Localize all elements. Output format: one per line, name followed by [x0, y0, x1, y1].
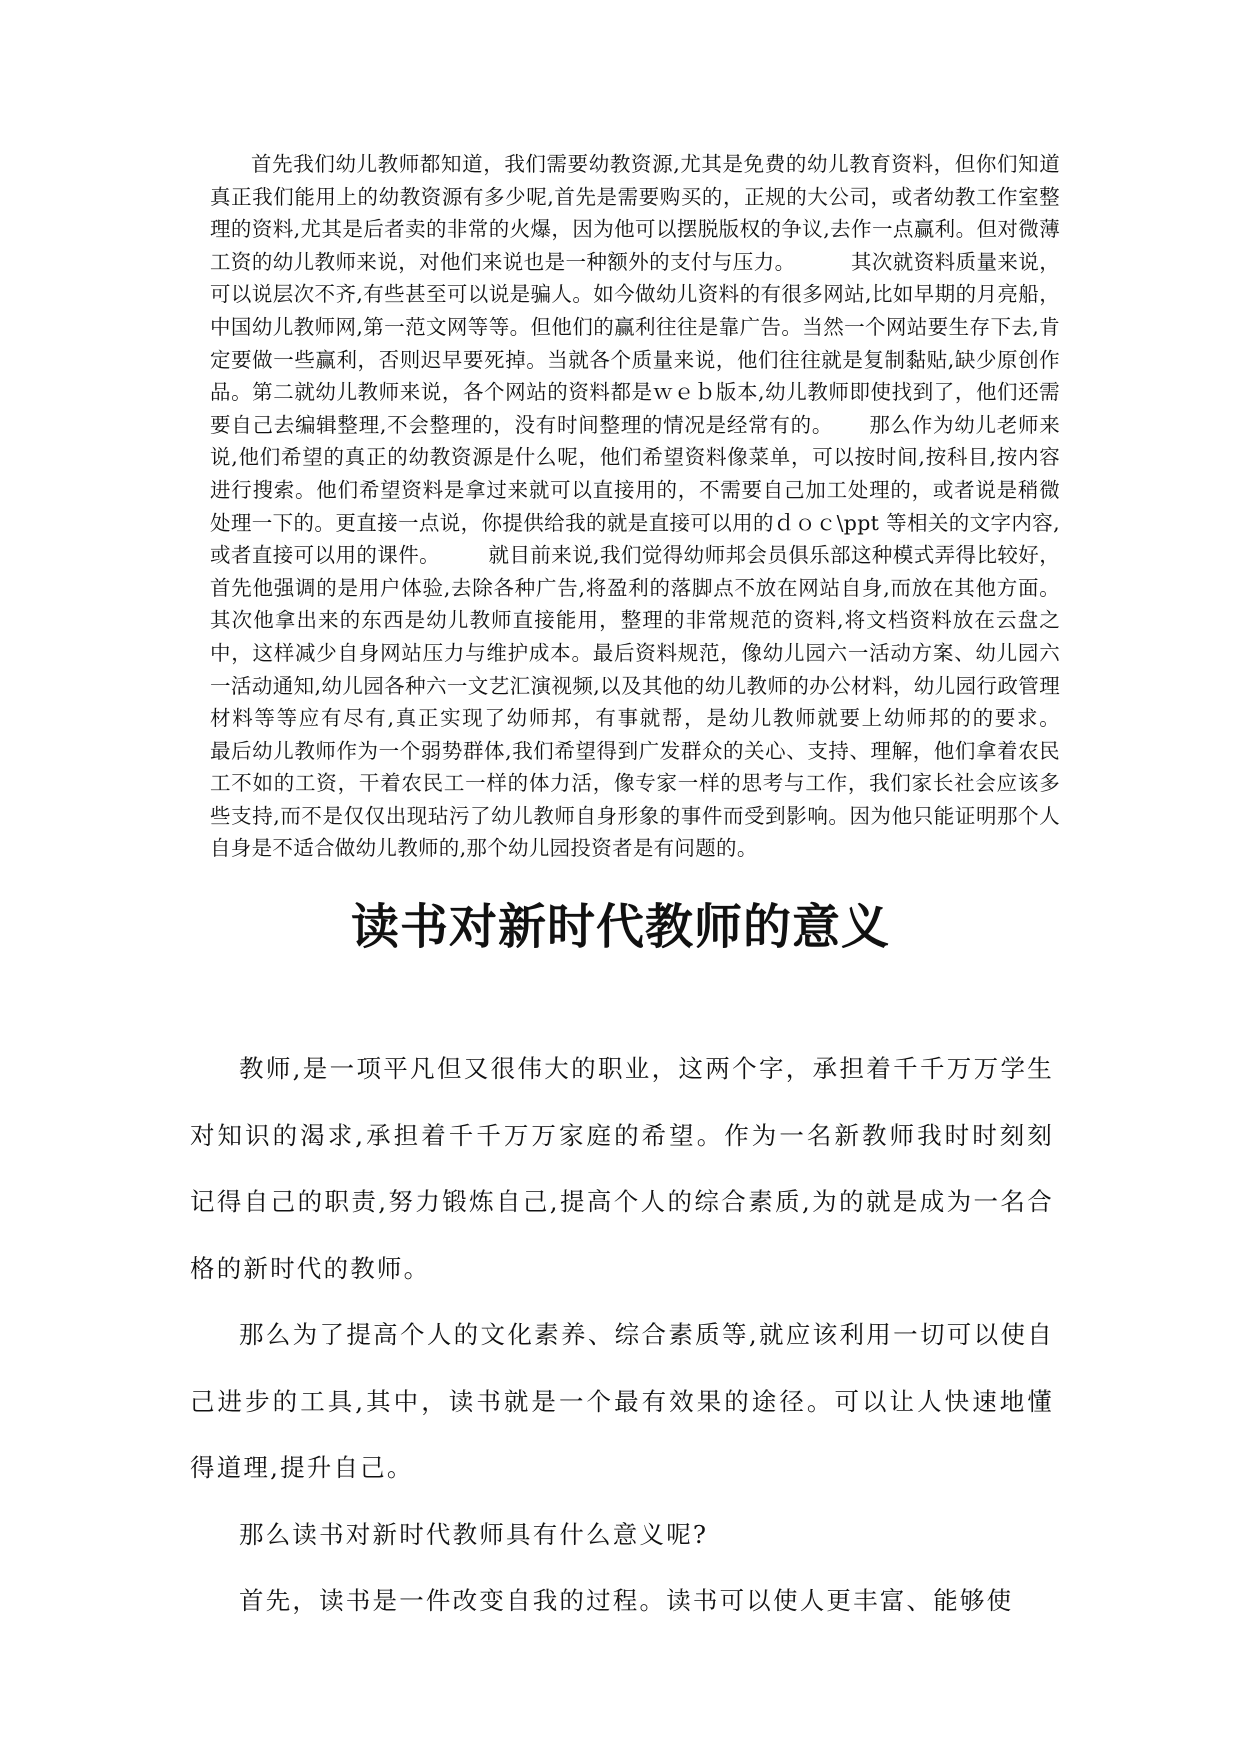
body-paragraph-4: 首先，读书是一件改变自我的过程。读书可以使人更丰富、能够使: [239, 1586, 1014, 1615]
article-body: [190, 1036, 1054, 1635]
intro-paragraph: 首先我们幼儿教师都知道，我们需要幼教资源,尤其是免费的幼儿教育资料，但你们知道真正我们能用上的幼教资源有多少呢,首先是需要购买的，正规的大公司，或者幼教工作室整理的资料,尤其是后者卖的非常的火爆，因为他可以摆脱版权的争议,去作一点赢利。但对微薄工资的幼儿教师来说，对他们来说也是一种额外的支付与压力。 其次就资料质量来说，可以说层次不齐,有些甚至可以说是骗人。如今做幼儿资料的有很多网站,比如早期的月亮船，中国幼儿教师网,第一范文网等等。但他们的赢利往往是靠广告。当然一个网站要生存下去,肯定要做一些赢利，否则迟早要死掉。当就各个质量来说，他们往往就是复制黏贴,缺少原创作品。第二就幼儿教师来说，各个网站的资料都是ｗｅｂ版本,幼儿教师即使找到了，他们还需要自己去编辑整理,不会整理的，没有时间整理的情况是经常有的。 那么作为幼儿老师来说,他们希望的真正的幼教资源是什么呢，他们希望资料像菜单，可以按时间,按科目,按内容进行搜索。他们希望资料是拿过来就可以直接用的，不需要自己加工处理的，或者说是稍微处理一下的。更直接一点说，你提供给我的就是直接可以用的ｄｏｃ\ppt 等相关的文字内容,或者直接可以用的课件。 就目前来说,我们觉得幼师邦会员俱乐部这种模式弄得比较好，首先他强调的是用户体验,去除各种广告,将盈利的落脚点不放在网站自身,而放在其他方面。其次他拿出来的东西是幼儿教师直接能用，整理的非常规范的资料,将文档资料放在云盘之中，这样减少自身网站压力与维护成本。最后资料规范，像幼儿园六一活动方案、幼儿园六一活动通知,幼儿园各种六一文艺汇演视频,以及其他的幼儿教师的办公材料，幼儿园行政管理材料等等应有尽有,真正实现了幼师邦，有事就帮，是幼儿教师就要上幼师邦的的要求。 最后幼儿教师作为一个弱势群体,我们希望得到广发群众的关心、支持、理解，他们拿着农民工不如的工资，干着农民工一样的体力活，像专家一样的思考与工作，我们家长社会应该多些支持,而不是仅仅出现玷污了幼儿教师自身形象的事件而受到影响。因为他只能证明那个人自身是不适合做幼儿教师的,那个幼儿园投资者是有问题的。: [210, 152, 1095, 861]
article-title: 读书对新时代教师的意义: [350, 899, 890, 955]
body-paragraph-2: 那么为了提高个人的文化素养、综合素质等,就应该利用一切可以使自己进步的工具,其中，读书就是一个最有效果的途径。可以让人快速地懂得道理,提升自己。: [190, 1320, 1054, 1482]
body-paragraph-3: 那么读书对新时代教师具有什么意义呢?: [239, 1519, 709, 1549]
body-paragraph-1: 教师,是一项平凡但又很伟大的职业，这两个字，承担着千千万万学生对知识的渴求,承担着千千万万家庭的希望。作为一名新教师我时时刻刻记得自己的职责,努力锻炼自己,提高个人的综合素质,为的就是成为一名合格的新时代的教师。: [190, 1054, 1054, 1283]
